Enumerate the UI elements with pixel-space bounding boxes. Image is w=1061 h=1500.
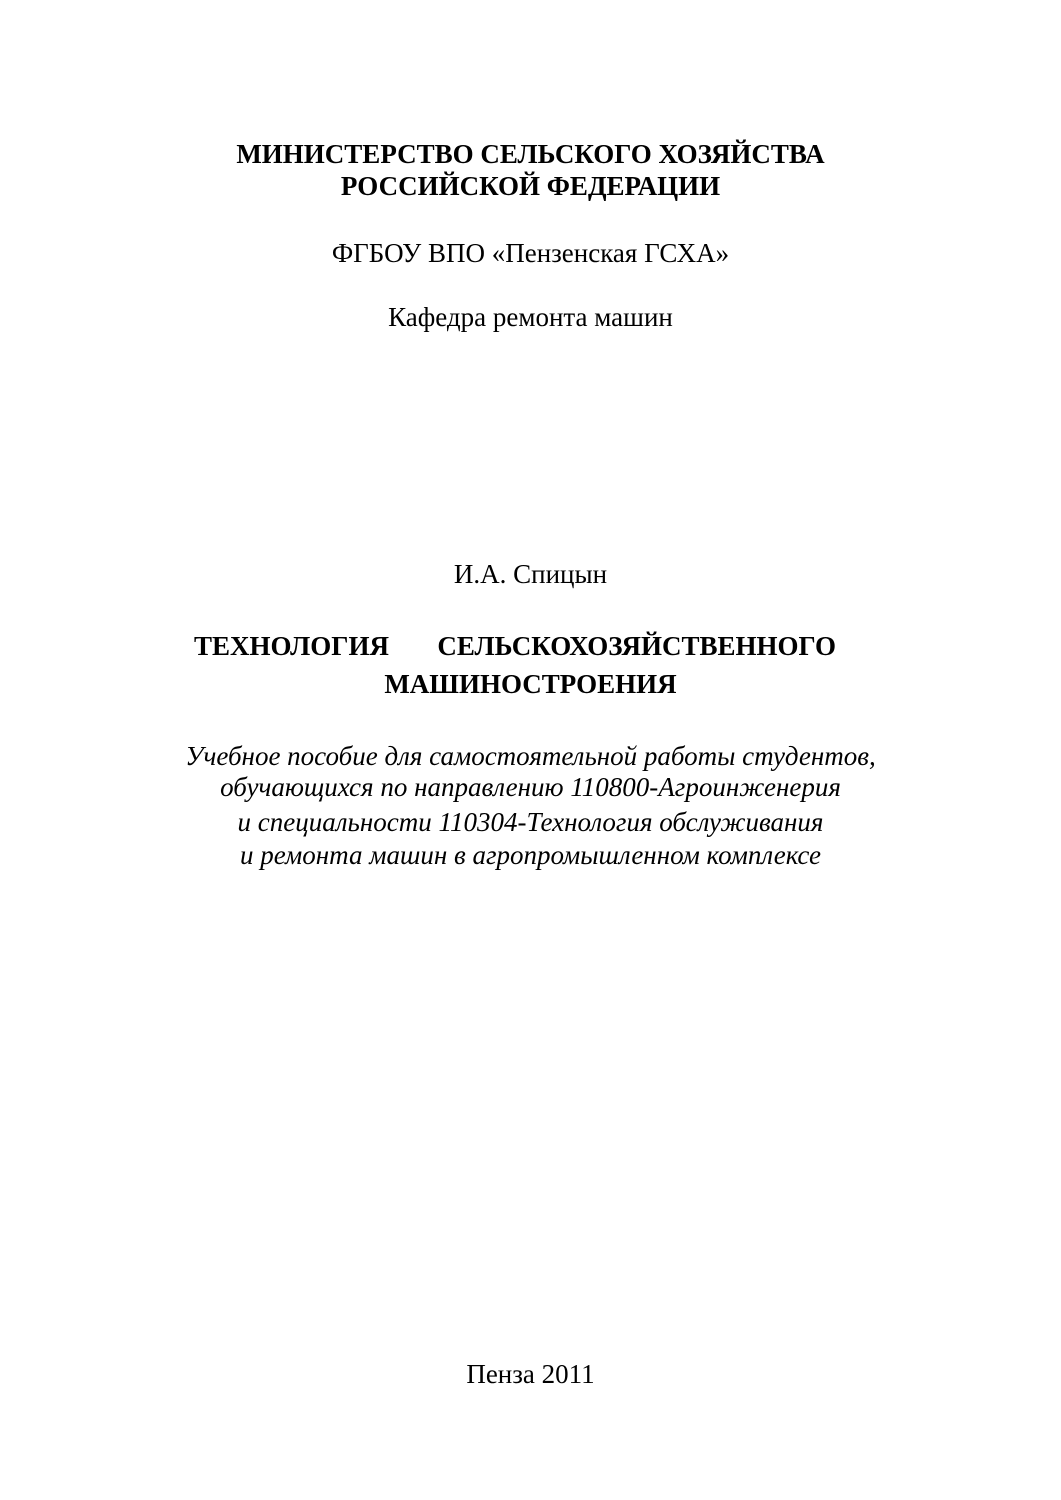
- department-name: Кафедра ремонта машин: [388, 302, 673, 332]
- institution-name: ФГБОУ ВПО «Пензенская ГСХА»: [331, 238, 730, 268]
- subtitle-line: обучающихся по направлению 110800-Агроинженерия: [220, 772, 841, 802]
- subtitle-line: и специальности 110304-Технология обслуживания: [237, 807, 824, 837]
- title-line-1: [194, 629, 836, 663]
- subtitle-line: Учебное пособие для самостоятельной работы студентов,: [185, 741, 876, 771]
- title-word-2: СЕЛЬСКОХОЗЯЙСТВЕННОГО: [437, 631, 836, 661]
- publication-city-year: Пенза 2011: [466, 1359, 595, 1389]
- title-line-2: МАШИНОСТРОЕНИЯ: [384, 669, 677, 699]
- author-name: И.А. Спицын: [453, 559, 608, 589]
- subtitle-line: и ремонта машин в агропромышленном комплексе: [239, 840, 821, 870]
- ministry-heading-line-1: МИНИСТЕРСТВО СЕЛЬСКОГО ХОЗЯЙСТВА: [236, 139, 825, 169]
- ministry-heading-line-2: РОССИЙСКОЙ ФЕДЕРАЦИИ: [340, 171, 721, 201]
- title-word-1: ТЕХНОЛОГИЯ: [194, 631, 389, 661]
